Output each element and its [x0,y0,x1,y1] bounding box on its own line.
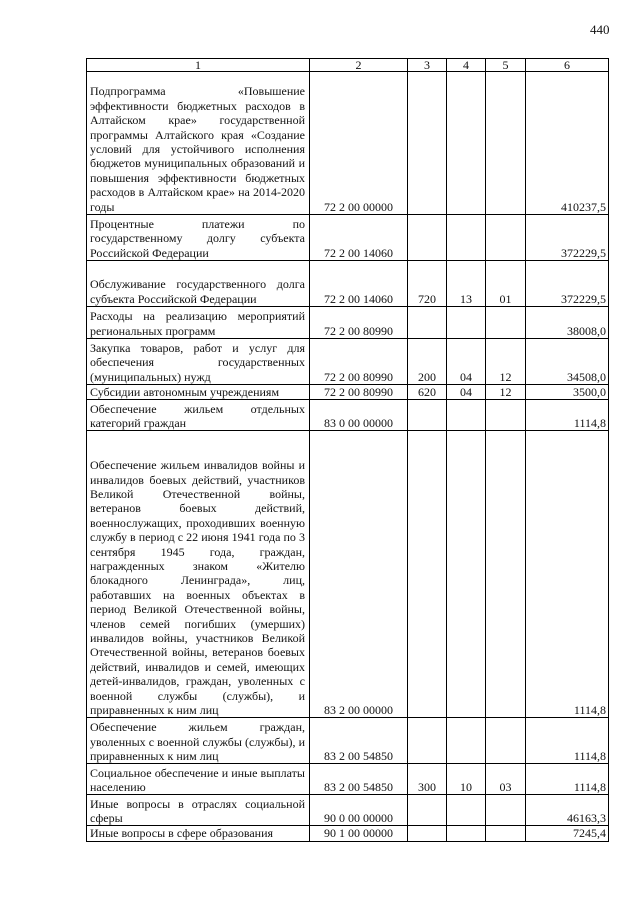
row-amount: 372229,5 [526,261,609,307]
row-code: 83 2 00 00000 [310,431,408,718]
row-code: 72 2 00 80990 [310,385,408,400]
row-name: Обеспечение жильем граждан, уволенных с военной службы (службы), и приравненных к ним лиц [87,718,310,764]
row-name: Процентные платежи по государственному долгу субъекта Российской Федерации [87,215,310,261]
row-code: 72 2 00 14060 [310,215,408,261]
row-code: 72 2 00 80990 [310,307,408,339]
table-row [87,431,609,718]
row-col-3 [408,795,447,826]
table-row [87,718,609,764]
row-code: 90 1 00 00000 [310,826,408,841]
row-col-4 [447,431,486,718]
row-col-3 [408,307,447,339]
row-name: Закупка товаров, работ и услуг для обеспечения государственных (муниципальных) нужд [87,339,310,385]
header-col-6: 6 [526,59,609,72]
row-name: Иные вопросы в сфере образования [87,826,310,841]
row-code: 72 2 00 14060 [310,261,408,307]
row-amount: 1114,8 [526,431,609,718]
row-col-4: 04 [447,385,486,400]
row-col-3 [408,400,447,431]
row-col-3: 200 [408,339,447,385]
table-row [87,795,609,826]
row-name: Субсидии автономным учреждениям [87,385,310,400]
row-name: Иные вопросы в отраслях социальной сферы [87,795,310,826]
table-row [87,826,609,841]
row-name: Социальное обеспечение и иные выплаты населению [87,764,310,795]
row-col-5 [486,431,526,718]
row-col-5: 03 [486,764,526,795]
row-col-5 [486,718,526,764]
row-amount: 38008,0 [526,307,609,339]
table-row [87,400,609,431]
row-col-5 [486,400,526,431]
row-col-5 [486,215,526,261]
table-row [87,261,609,307]
row-code: 90 0 00 00000 [310,795,408,826]
table-row [87,764,609,795]
table-row [87,72,609,215]
row-col-5: 12 [486,339,526,385]
table-row [87,307,609,339]
row-col-4 [447,215,486,261]
row-name: Расходы на реализацию мероприятий региональных программ [87,307,310,339]
header-col-5: 5 [486,59,526,72]
row-col-3: 620 [408,385,447,400]
row-col-4: 10 [447,764,486,795]
row-amount: 1114,8 [526,764,609,795]
row-amount: 34508,0 [526,339,609,385]
row-col-4 [447,72,486,215]
row-amount: 3500,0 [526,385,609,400]
row-col-3: 300 [408,764,447,795]
row-amount: 372229,5 [526,215,609,261]
row-code: 72 2 00 00000 [310,72,408,215]
row-code: 72 2 00 80990 [310,339,408,385]
row-col-5 [486,795,526,826]
row-col-5: 12 [486,385,526,400]
row-col-3 [408,431,447,718]
row-col-5: 01 [486,261,526,307]
row-col-5 [486,72,526,215]
row-amount: 1114,8 [526,400,609,431]
row-col-4: 04 [447,339,486,385]
row-col-4 [447,795,486,826]
table-row [87,215,609,261]
budget-table [86,58,609,842]
row-col-3 [408,718,447,764]
header-col-2: 2 [310,59,408,72]
row-col-4 [447,826,486,841]
row-col-4 [447,718,486,764]
row-amount: 7245,4 [526,826,609,841]
row-code: 83 2 00 54850 [310,764,408,795]
page-number: 440 [590,22,610,37]
row-name: Подпрограмма «Повышение эффективности бюджетных расходов в Алтайском крае» государственной программы Алтайского края «Создание условий для устойчивого исполнения бюджетов муниципальных образований и повышения эффективности бюджетных расходов в Алтайском крае» на 2014-2020 годы [87,72,310,215]
row-name: Обеспечение жильем отдельных категорий граждан [87,400,310,431]
row-amount: 46163,3 [526,795,609,826]
row-name: Обслуживание государственного долга субъекта Российской Федерации [87,261,310,307]
row-amount: 1114,8 [526,718,609,764]
row-name: Обеспечение жильем инвалидов войны и инвалидов боевых действий, участников Великой Отечественной войны, ветеранов боевых действий, военнослужащих, проходивших военную службу в период с 22 июня 1941 года по 3 сентября 1945 года, граждан, награжденных знаком «Жителю блокадного Ленинграда», лиц, работавших на военных объектах в период Великой Отечественной войны, членов семей погибших (умерших) инвалидов войны, участников Великой Отечественной войны, ветеранов боевых действий, инвалидов и семей, имеющих детей-инвалидов, граждан, уволенных с военной службы (службы), и приравненных к ним лиц [87,431,310,718]
row-col-5 [486,826,526,841]
row-amount: 410237,5 [526,72,609,215]
table-header-row [87,59,609,72]
row-code: 83 2 00 54850 [310,718,408,764]
header-col-3: 3 [408,59,447,72]
table-row [87,385,609,400]
row-col-4: 13 [447,261,486,307]
row-col-3 [408,72,447,215]
row-col-5 [486,307,526,339]
row-col-4 [447,307,486,339]
row-code: 83 0 00 00000 [310,400,408,431]
header-col-1: 1 [87,59,310,72]
row-col-3: 720 [408,261,447,307]
header-col-4: 4 [447,59,486,72]
table-row [87,339,609,385]
row-col-3 [408,215,447,261]
row-col-4 [447,400,486,431]
row-col-3 [408,826,447,841]
